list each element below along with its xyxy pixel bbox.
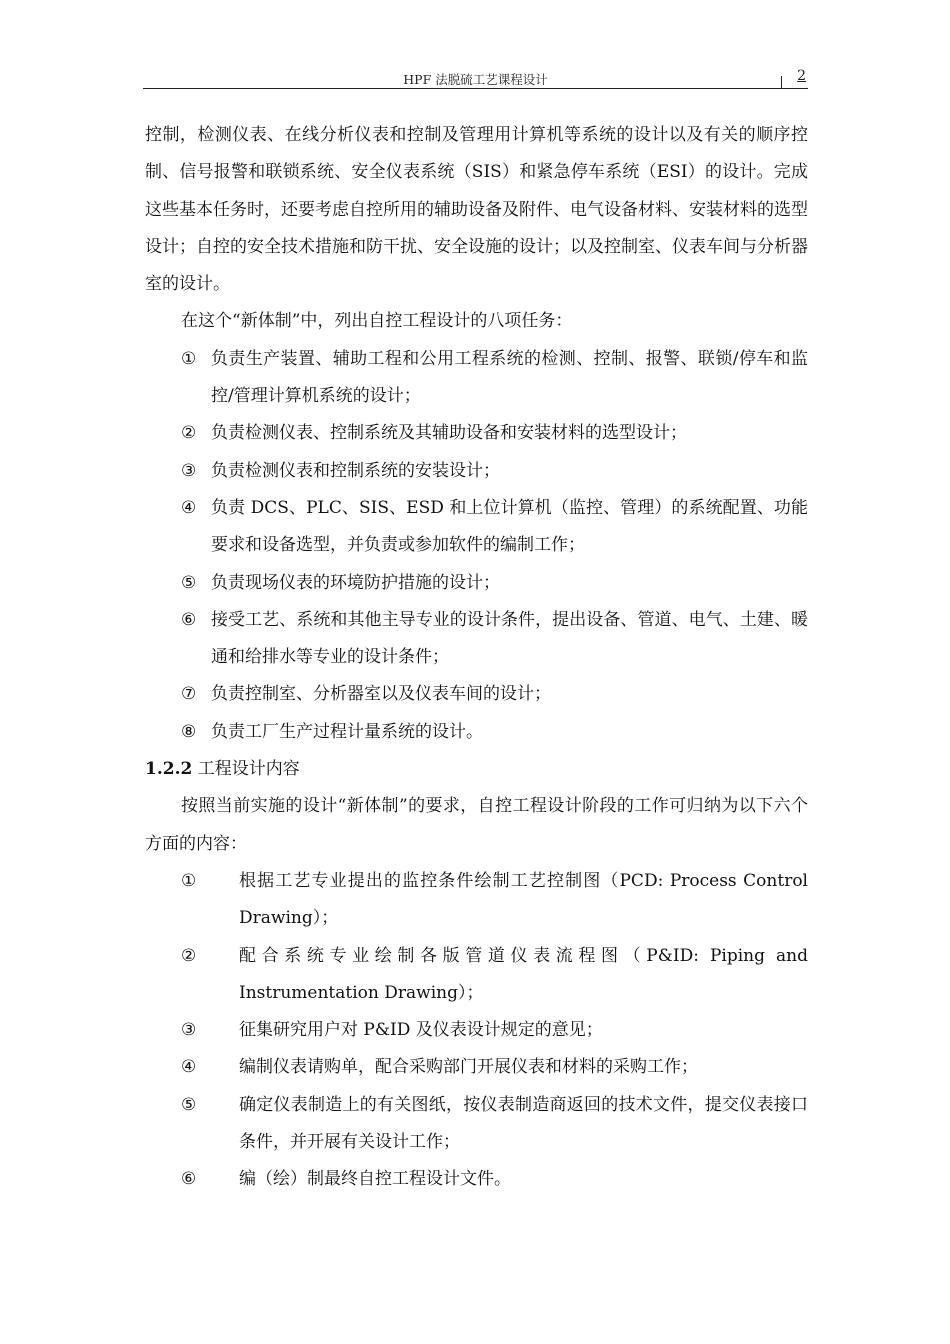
tasks-lead: 在这个“新体制”中，列出自控工程设计的八项任务： <box>181 311 573 332</box>
list-item <box>145 863 808 938</box>
list-item <box>145 565 808 602</box>
section-heading <box>145 751 808 788</box>
list-number: ① <box>181 348 197 369</box>
header-title: HPF 法脱硫工艺课程设计 <box>403 72 548 87</box>
list-number: ④ <box>181 497 197 518</box>
list-item <box>145 1087 808 1162</box>
list-text: 负责现场仪表的环境防护措施的设计； <box>211 572 500 593</box>
list-item <box>145 938 808 1013</box>
list-text: 负责控制室、分析器室以及仪表车间的设计； <box>211 684 551 705</box>
task-list <box>145 341 808 751</box>
list-item <box>145 453 808 490</box>
list-item <box>145 676 808 713</box>
list-number: ④ <box>181 1057 197 1078</box>
list-number: ⑦ <box>181 684 197 705</box>
list-item <box>145 714 808 751</box>
list-text: 负责检测仪表、控制系统及其辅助设备和安装材料的选型设计； <box>211 423 687 444</box>
list-number: ⑥ <box>181 1169 197 1190</box>
list-item <box>145 602 808 677</box>
list-text: 确定仪表制造上的有关图纸，按仪表制造商返回的技术文件，提交仪表接口条件，并开展有关设计工作； <box>239 1094 808 1153</box>
list-text: 征集研究用户对 P&ID 及仪表设计规定的意见； <box>239 1020 603 1041</box>
list-text: 负责生产装置、辅助工程和公用工程系统的检测、控制、报警、联锁/停车和监控/管理计算机系统的设计； <box>211 348 808 407</box>
list-item <box>145 415 808 452</box>
list-number: ③ <box>181 460 197 481</box>
list-item <box>145 1012 808 1049</box>
document-body <box>145 117 808 1199</box>
list-number: ⑤ <box>181 572 197 593</box>
list-item <box>145 341 808 416</box>
list-text: 负责 DCS、PLC、SIS、ESD 和上位计算机（监控、管理）的系统配置、功能要求和设备选型，并负责或参加软件的编制工作； <box>211 497 808 556</box>
list-text: 接受工艺、系统和其他主导专业的设计条件，提出设备、管道、电气、土建、暖通和给排水等专业的设计条件； <box>211 609 808 668</box>
section-lead: 按照当前实施的设计“新体制”的要求，自控工程设计阶段的工作可归纳为以下六个方面的内容： <box>145 796 808 854</box>
list-number: ⑤ <box>181 1094 197 1115</box>
list-text: 编制仪表请购单，配合采购部门开展仪表和材料的采购工作； <box>239 1057 698 1078</box>
list-number: ② <box>181 945 197 966</box>
section-title: 工程设计内容 <box>192 759 300 780</box>
list-item <box>145 1049 808 1086</box>
header-divider-tick <box>781 76 782 88</box>
section-number: 1.2.2 <box>145 759 193 780</box>
intro-paragraph: 控制，检测仪表、在线分析仪表和控制及管理用计算机等系统的设计以及有关的顺序控制、信号报警和联锁系统、安全仪表系统（SIS）和紧急停车系统（ESI）的设计。完成这些基本任务时，还要考虑自控所用的辅助设备及附件、电气设备材料、安装材料的选型设计；自控的安全技术措施和防干扰、安全设施的设计；以及控制室、仪表车间与分析器室的设计。 <box>145 125 808 295</box>
page-header <box>143 66 808 89</box>
list-text: 配合系统专业绘制各版管道仪表流程图（P&ID: Piping and Instrumentation Drawing）； <box>239 945 808 1003</box>
list-item <box>145 1161 808 1198</box>
list-number: ⑧ <box>181 721 197 742</box>
list-number: ⑥ <box>181 609 197 630</box>
list-text: 负责检测仪表和控制系统的安装设计； <box>211 460 500 481</box>
list-text: 负责工厂生产过程计量系统的设计。 <box>211 721 483 742</box>
content-list <box>145 863 808 1199</box>
page-number: 2 <box>797 68 806 84</box>
list-item <box>145 490 808 565</box>
list-text: 编（绘）制最终自控工程设计文件。 <box>239 1169 511 1190</box>
list-number: ③ <box>181 1020 197 1041</box>
list-number: ① <box>181 870 197 891</box>
list-number: ② <box>181 423 197 444</box>
list-text: 根据工艺专业提出的监控条件绘制工艺控制图（PCD: Process Control Drawing）； <box>239 870 808 929</box>
